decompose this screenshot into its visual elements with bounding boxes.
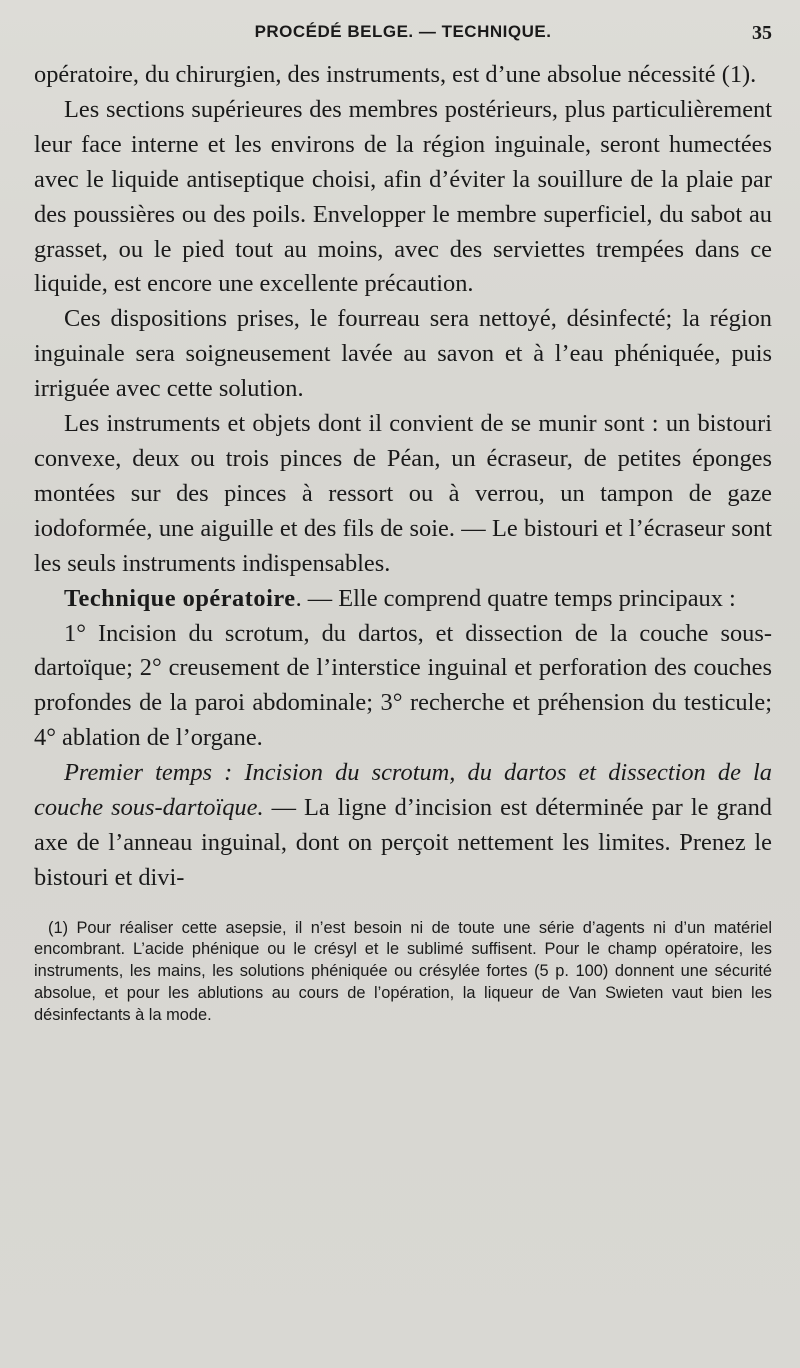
footnotes bbox=[34, 918, 772, 1027]
paragraph-3: Ces dispositions prises, le fourreau sera nettoyé, désinfecté; la région inguinale sera soigneusement lavée au savon et à l’eau phéniquée, puis irriguée avec cette solution. bbox=[34, 305, 772, 403]
paragraph-6: 1° Incision du scrotum, du dartos, et dissection de la couche sous-dartoïque; 2° creusement de l’interstice inguinal et perforation des couches profondes de la paroi abdominale; 3° recherche et préhension du testicule; 4° ablation de l’organe. bbox=[34, 619, 772, 752]
paragraph-4: Les instruments et objets dont il convient de se munir sont : un bistouri convexe, deux ou trois pinces de Péan, un écraseur, de petites éponges montées sur des pinces à ressort ou à verrou, un tampon de gaze iodoformée, une aiguille et des fils de soie. — Le bistouri et l’écraseur sont les seuls instruments indispensables. bbox=[34, 410, 772, 577]
subsection-heading-premier-temps: Premier temps : Incision du scrotum, du dartos et dissection de la couche sous-dartoïque. bbox=[34, 759, 772, 822]
paragraph-5-text: . — Elle comprend quatre temps principaux : bbox=[295, 584, 736, 612]
paragraph-7-text: — La ligne d’incision est déterminée par le grand axe de l’anneau inguinal, dont on perçoit nettement les limites. Prenez le bistouri et divi- bbox=[34, 794, 772, 891]
section-heading-technique: Technique opératoire bbox=[64, 584, 296, 612]
footnote-1: (1) Pour réaliser cette asepsie, il n’est besoin ni de toute une série d’agents ni d’un matériel encombrant. L’acide phénique ou le crésyl et le sublimé suffisent. Pour le champ opératoire, les instruments, les mains, les solutions phéniquée ou crésylée fortes (5 p. 100) donnent une sécurité absolue, et pour les ablutions au cours de l’opération, la liqueur de Van Swieten vaut bien les désinfectants à la mode. bbox=[34, 918, 772, 1024]
page-number: 35 bbox=[752, 22, 772, 44]
footnote-spacer bbox=[34, 896, 772, 918]
paragraph-2: Les sections supérieures des membres postérieurs, plus particulièrement leur face interne et les environs de la région inguinale, seront humectées avec le liquide antiseptique choisi, afin d’éviter la souillure de la plaie par des poussières ou des poils. Envelopper le membre superficiel, du sabot au grasset, ou le pied tout au moins, avec des serviettes trempées dans ce liquide, est encore une excellente précaution. bbox=[34, 95, 772, 298]
paragraph-1: opératoire, du chirurgien, des instruments, est d’une absolue nécessité (1). bbox=[34, 61, 757, 88]
page-header bbox=[34, 22, 772, 52]
main-text bbox=[34, 58, 772, 896]
paragraph-5 bbox=[34, 582, 772, 617]
running-head: PROCÉDÉ BELGE. — TECHNIQUE. bbox=[254, 22, 552, 41]
paragraph-7 bbox=[34, 756, 772, 896]
